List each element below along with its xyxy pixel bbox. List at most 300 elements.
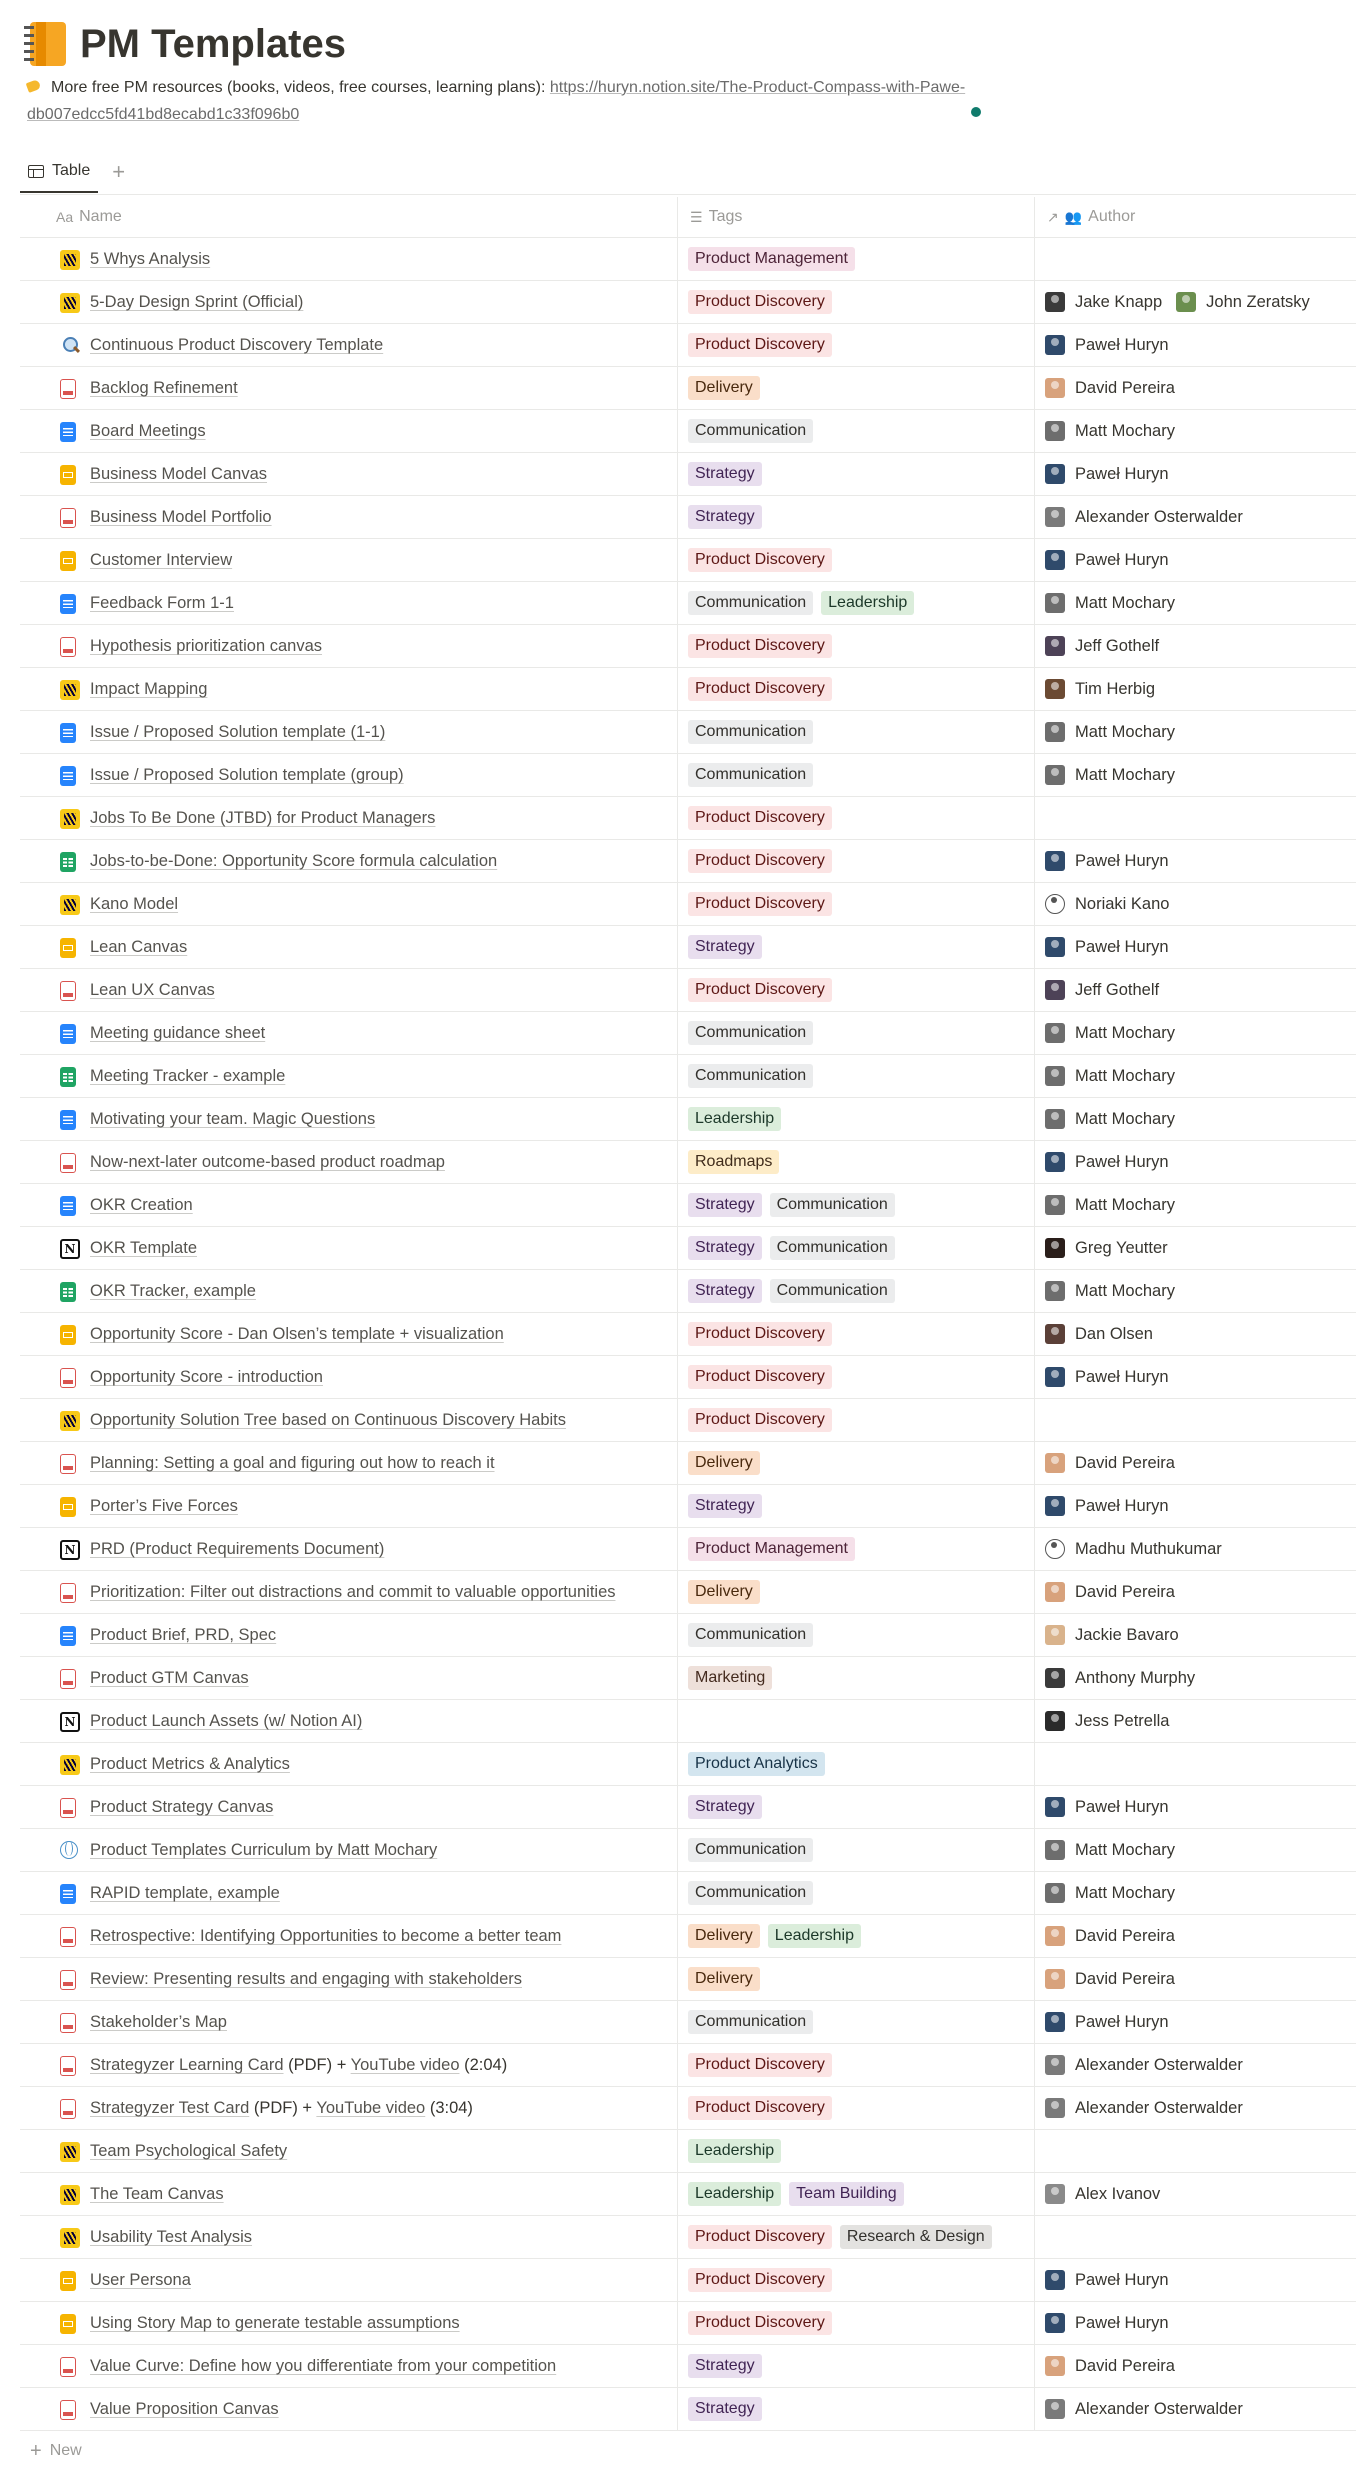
table-row[interactable] [20,1614,1356,1657]
row-title[interactable] [60,2013,227,2031]
author-person[interactable] [1045,1364,1169,1390]
row-title[interactable] [60,2185,224,2203]
tags-cell[interactable] [678,1098,1035,1140]
author-cell[interactable] [1035,1528,1356,1570]
tags-cell[interactable] [678,2044,1035,2086]
row-title[interactable] [60,1669,249,1687]
name-cell[interactable] [20,668,678,710]
name-cell[interactable] [20,1313,678,1355]
table-row[interactable] [20,969,1356,1012]
row-title-link[interactable]: Board Meetings [90,422,206,440]
author-person[interactable] [1045,1235,1168,1261]
table-row[interactable] [20,1184,1356,1227]
author-cell[interactable] [1035,281,1356,323]
tags-cell[interactable] [678,1184,1035,1226]
row-title-link[interactable]: OKR Tracker, example [90,1282,256,1300]
name-cell[interactable] [20,1184,678,1226]
name-cell[interactable] [20,238,678,280]
name-cell[interactable] [20,1571,678,1613]
table-row[interactable] [20,1700,1356,1743]
table-row[interactable] [20,1958,1356,2001]
row-title[interactable] [60,2400,279,2418]
row-title[interactable] [60,938,187,956]
table-row[interactable] [20,410,1356,453]
author-person[interactable] [1045,1020,1175,1046]
row-title-link[interactable]: Impact Mapping [90,680,208,698]
table-row[interactable] [20,2345,1356,2388]
table-row[interactable] [20,324,1356,367]
row-title[interactable] [60,1239,197,1257]
name-cell[interactable] [20,1055,678,1097]
tags-cell[interactable] [678,1356,1035,1398]
row-title[interactable] [60,1110,375,1128]
table-row[interactable] [20,926,1356,969]
name-cell[interactable] [20,367,678,409]
author-cell[interactable] [1035,1829,1356,1871]
table-row[interactable] [20,1829,1356,1872]
row-title[interactable] [60,1282,256,1300]
row-title-link[interactable]: OKR Template [90,1239,197,1257]
author-cell[interactable] [1035,754,1356,796]
name-cell[interactable] [20,1485,678,1527]
name-cell[interactable] [20,625,678,667]
column-header-tags[interactable] [678,197,1035,237]
name-cell[interactable] [20,496,678,538]
row-title[interactable] [60,508,272,526]
author-person[interactable] [1045,1708,1169,1734]
row-title-link[interactable]: Product Strategy Canvas [90,1798,274,1816]
row-title-link[interactable]: Planning: Setting a goal and figuring out how to reach it [90,1454,495,1472]
row-title[interactable] [60,637,322,655]
tags-cell[interactable] [678,2087,1035,2129]
row-title[interactable] [60,1153,445,1171]
row-title[interactable] [60,2228,252,2246]
table-row[interactable] [20,1270,1356,1313]
row-title-link[interactable]: Strategyzer Learning Card [90,2056,284,2074]
table-row[interactable] [20,1442,1356,1485]
row-title-link[interactable]: Product Launch Assets (w/ Notion AI) [90,1712,363,1730]
row-title-link[interactable]: Value Curve: Define how you differentiate from your competition [90,2357,557,2375]
name-cell[interactable] [20,1829,678,1871]
tags-cell[interactable] [678,969,1035,1011]
name-cell[interactable] [20,1356,678,1398]
table-row[interactable] [20,1915,1356,1958]
tags-cell[interactable] [678,582,1035,624]
author-cell[interactable] [1035,1614,1356,1656]
row-title[interactable] [60,2357,556,2375]
name-cell[interactable] [20,2259,678,2301]
row-title[interactable] [60,1368,323,1386]
author-person[interactable] [1045,2181,1160,2207]
author-person[interactable] [1045,1579,1175,1605]
author-cell[interactable] [1035,1313,1356,1355]
author-person[interactable] [1045,1966,1175,1992]
author-cell[interactable] [1035,2216,1356,2258]
author-person[interactable] [1045,1192,1175,1218]
row-title-link[interactable]: User Persona [90,2271,191,2289]
row-title-link[interactable]: Backlog Refinement [90,379,238,397]
author-cell[interactable] [1035,1485,1356,1527]
page-title[interactable]: PM Templates [80,21,346,66]
table-row[interactable] [20,1098,1356,1141]
name-cell[interactable] [20,1743,678,1785]
tags-cell[interactable] [678,1528,1035,1570]
row-title-link[interactable]: Jobs To Be Done (JTBD) for Product Managers [90,809,436,827]
row-title-link[interactable]: Kano Model [90,895,179,913]
author-cell[interactable] [1035,1270,1356,1312]
author-person[interactable] [1045,461,1169,487]
table-row[interactable] [20,1227,1356,1270]
tags-cell[interactable] [678,539,1035,581]
author-cell[interactable] [1035,883,1356,925]
row-title-link[interactable]: Review: Presenting results and engaging with stakeholders [90,1970,522,1988]
row-title[interactable] [60,293,303,311]
name-cell[interactable] [20,840,678,882]
author-cell[interactable] [1035,840,1356,882]
author-cell[interactable] [1035,2345,1356,2387]
tags-cell[interactable] [678,1012,1035,1054]
table-row[interactable] [20,496,1356,539]
tags-cell[interactable] [678,367,1035,409]
row-title-link[interactable]: Business Model Canvas [90,465,268,483]
author-cell[interactable] [1035,668,1356,710]
table-row[interactable] [20,1872,1356,1915]
author-cell[interactable] [1035,1227,1356,1269]
author-person[interactable] [1045,289,1162,315]
row-title-link[interactable]: Product Brief, PRD, Spec [90,1626,277,1644]
author-person[interactable] [1045,719,1175,745]
author-person[interactable] [1045,848,1169,874]
author-person[interactable] [1045,2009,1169,2035]
tags-cell[interactable] [678,1399,1035,1441]
table-row[interactable] [20,1313,1356,1356]
row-title[interactable] [60,250,210,268]
author-cell[interactable] [1035,1184,1356,1226]
author-person[interactable] [1045,633,1159,659]
author-person[interactable] [1045,676,1155,702]
tags-cell[interactable] [678,1571,1035,1613]
name-cell[interactable] [20,1442,678,1484]
tags-cell[interactable] [678,1442,1035,1484]
table-row[interactable] [20,1743,1356,1786]
name-cell[interactable] [20,410,678,452]
name-cell[interactable] [20,1700,678,1742]
tags-cell[interactable] [678,840,1035,882]
name-cell[interactable] [20,1141,678,1183]
author-person[interactable] [1045,547,1169,573]
author-cell[interactable] [1035,625,1356,667]
name-cell[interactable] [20,1915,678,1957]
table-row[interactable] [20,2259,1356,2302]
author-cell[interactable] [1035,2130,1356,2172]
author-person[interactable] [1045,977,1159,1003]
author-cell[interactable] [1035,926,1356,968]
name-cell[interactable] [20,324,678,366]
table-row[interactable] [20,281,1356,324]
author-person[interactable] [1045,2052,1243,2078]
author-person[interactable] [1045,1665,1195,1691]
row-title-link[interactable]: Usability Test Analysis [90,2228,253,2246]
name-cell[interactable] [20,1958,678,2000]
row-title[interactable] [60,1411,566,1429]
name-cell[interactable] [20,883,678,925]
row-title-link[interactable]: Jobs-to-be-Done: Opportunity Score formula calculation [90,852,498,870]
table-row[interactable] [20,2044,1356,2087]
row-title[interactable] [60,1540,384,1558]
tags-cell[interactable] [678,668,1035,710]
name-cell[interactable] [20,754,678,796]
author-person[interactable] [1045,1321,1153,1347]
row-title[interactable] [60,680,207,698]
name-cell[interactable] [20,1786,678,1828]
row-title[interactable] [60,422,206,440]
author-cell[interactable] [1035,1571,1356,1613]
author-cell[interactable] [1035,1012,1356,1054]
name-cell[interactable] [20,1098,678,1140]
description-link[interactable]: https://huryn.notion.site/The-Product-Compass-with-Pawe-db007edcc5fd41bd8ecabd1c33f096b0 [27,79,966,123]
name-cell[interactable] [20,539,678,581]
author-cell[interactable] [1035,238,1356,280]
author-cell[interactable] [1035,582,1356,624]
name-cell[interactable] [20,1528,678,1570]
row-title-link[interactable]: Strategyzer Test Card [90,2099,250,2117]
row-title[interactable] [60,1841,437,1859]
tags-cell[interactable] [678,1270,1035,1312]
author-person[interactable] [1045,1622,1179,1648]
row-title[interactable] [60,2271,191,2289]
author-cell[interactable] [1035,1958,1356,2000]
author-cell[interactable] [1035,1442,1356,1484]
tags-cell[interactable] [678,410,1035,452]
author-cell[interactable] [1035,1786,1356,1828]
tags-cell[interactable] [678,238,1035,280]
tab-table[interactable] [20,151,98,193]
tags-cell[interactable] [678,1915,1035,1957]
table-row[interactable] [20,2001,1356,2044]
new-row-button[interactable] [20,2431,1356,2471]
name-cell[interactable] [20,1270,678,1312]
row-title-link[interactable]: Using Story Map to generate testable assumptions [90,2314,460,2332]
tags-cell[interactable] [678,2345,1035,2387]
author-person[interactable] [1045,934,1169,960]
tags-cell[interactable] [678,2001,1035,2043]
tags-cell[interactable] [678,711,1035,753]
table-row[interactable] [20,2087,1356,2130]
table-row[interactable] [20,883,1356,926]
author-cell[interactable] [1035,969,1356,1011]
author-cell[interactable] [1035,1055,1356,1097]
author-cell[interactable] [1035,1356,1356,1398]
row-title-link[interactable]: Prioritization: Filter out distractions and commit to valuable opportunities [90,1583,616,1601]
name-cell[interactable] [20,281,678,323]
author-cell[interactable] [1035,797,1356,839]
row-title[interactable] [60,1884,280,1902]
name-cell[interactable] [20,711,678,753]
author-cell[interactable] [1035,410,1356,452]
author-person[interactable] [1045,1923,1175,1949]
tags-cell[interactable] [678,1786,1035,1828]
table-row[interactable] [20,840,1356,883]
tags-cell[interactable] [678,754,1035,796]
row-title-link[interactable]: Product Templates Curriculum by Matt Mochary [90,1841,438,1859]
row-title-link[interactable]: Lean UX Canvas [90,981,215,999]
row-title[interactable] [60,2099,473,2117]
tags-cell[interactable] [678,1485,1035,1527]
author-person[interactable] [1045,2095,1243,2121]
tags-cell[interactable] [678,281,1035,323]
author-person[interactable] [1045,1837,1175,1863]
row-title[interactable] [60,594,234,612]
table-row[interactable] [20,1485,1356,1528]
row-title-link[interactable]: Continuous Product Discovery Template [90,336,384,354]
row-title[interactable] [60,1927,561,1945]
name-cell[interactable] [20,1227,678,1269]
author-cell[interactable] [1035,496,1356,538]
column-header-name[interactable] [20,197,678,237]
table-row[interactable] [20,711,1356,754]
name-cell[interactable] [20,2087,678,2129]
row-title-link[interactable]: Motivating your team. Magic Questions [90,1110,376,1128]
author-cell[interactable] [1035,2302,1356,2344]
author-cell[interactable] [1035,539,1356,581]
author-person[interactable] [1045,1794,1169,1820]
tags-cell[interactable] [678,2130,1035,2172]
row-title[interactable] [60,1583,616,1601]
author-cell[interactable] [1035,2173,1356,2215]
table-row[interactable] [20,625,1356,668]
author-person[interactable] [1045,1063,1175,1089]
row-title-link[interactable]: Value Proposition Canvas [90,2400,279,2418]
table-row[interactable] [20,2130,1356,2173]
name-cell[interactable] [20,926,678,968]
author-person[interactable] [1045,1880,1175,1906]
tags-cell[interactable] [678,926,1035,968]
row-title-link[interactable]: YouTube video [350,2056,460,2074]
name-cell[interactable] [20,969,678,1011]
row-title[interactable] [60,809,435,827]
tags-cell[interactable] [678,1657,1035,1699]
author-cell[interactable] [1035,711,1356,753]
tags-cell[interactable] [678,1313,1035,1355]
table-row[interactable] [20,238,1356,281]
add-view-button[interactable]: + [112,159,126,184]
row-title-link[interactable]: PRD (Product Requirements Document) [90,1540,385,1558]
name-cell[interactable] [20,1614,678,1656]
author-person[interactable] [1176,289,1310,315]
row-title-link[interactable]: Retrospective: Identifying Opportunities to become a better team [90,1927,562,1945]
row-title[interactable] [60,2056,507,2074]
table-row[interactable] [20,668,1356,711]
tags-cell[interactable] [678,1055,1035,1097]
table-row[interactable] [20,754,1356,797]
author-cell[interactable] [1035,1141,1356,1183]
row-title[interactable] [60,723,385,741]
row-title-link[interactable]: Customer Interview [90,551,233,569]
table-row[interactable] [20,2302,1356,2345]
author-person[interactable] [1045,1149,1169,1175]
name-cell[interactable] [20,1872,678,1914]
tags-cell[interactable] [678,1872,1035,1914]
table-row[interactable] [20,1657,1356,1700]
row-title[interactable] [60,551,232,569]
author-person[interactable] [1045,2353,1175,2379]
author-person[interactable] [1045,1536,1222,1562]
tags-cell[interactable] [678,1958,1035,2000]
row-title-link[interactable]: Issue / Proposed Solution template (group) [90,766,404,784]
tags-cell[interactable] [678,883,1035,925]
table-row[interactable] [20,1399,1356,1442]
table-row[interactable] [20,2388,1356,2431]
table-row[interactable] [20,367,1356,410]
name-cell[interactable] [20,453,678,495]
tags-cell[interactable] [678,1227,1035,1269]
table-row[interactable] [20,2216,1356,2259]
row-title[interactable] [60,1454,495,1472]
name-cell[interactable] [20,582,678,624]
tags-cell[interactable] [678,2302,1035,2344]
author-person[interactable] [1045,332,1169,358]
name-cell[interactable] [20,2216,678,2258]
row-title[interactable] [60,1970,522,1988]
column-header-author[interactable] [1035,197,1356,237]
row-title-link[interactable]: Feedback Form 1-1 [90,594,234,612]
author-person[interactable] [1045,590,1175,616]
author-person[interactable] [1045,762,1175,788]
row-title-link[interactable]: Now-next-later outcome-based product roadmap [90,1153,445,1171]
row-title-link[interactable]: Porter’s Five Forces [90,1497,238,1515]
table-row[interactable] [20,1055,1356,1098]
name-cell[interactable] [20,2302,678,2344]
name-cell[interactable] [20,2001,678,2043]
table-row[interactable] [20,1012,1356,1055]
row-title-link[interactable]: Product Metrics & Analytics [90,1755,290,1773]
row-title[interactable] [60,766,404,784]
tags-cell[interactable] [678,324,1035,366]
row-title-link[interactable]: RAPID template, example [90,1884,280,1902]
row-title-link[interactable]: Meeting Tracker - example [90,1067,286,1085]
tags-cell[interactable] [678,2388,1035,2430]
row-title[interactable] [60,1626,276,1644]
author-cell[interactable] [1035,1700,1356,1742]
tags-cell[interactable] [678,2216,1035,2258]
table-row[interactable] [20,1141,1356,1184]
tags-cell[interactable] [678,1829,1035,1871]
row-title[interactable] [60,1497,238,1515]
row-title[interactable] [60,336,383,354]
name-cell[interactable] [20,1657,678,1699]
row-title[interactable] [60,981,215,999]
author-cell[interactable] [1035,1657,1356,1699]
tags-cell[interactable] [678,1743,1035,1785]
row-title-link[interactable]: Stakeholder’s Map [90,2013,227,2031]
row-title[interactable] [60,1325,504,1343]
name-cell[interactable] [20,797,678,839]
tags-cell[interactable] [678,2259,1035,2301]
author-cell[interactable] [1035,1399,1356,1441]
row-title[interactable] [60,2314,460,2332]
row-title-link[interactable]: Hypothesis prioritization canvas [90,637,323,655]
row-title[interactable] [60,1067,285,1085]
row-title-link[interactable]: OKR Creation [90,1196,193,1214]
author-cell[interactable] [1035,1872,1356,1914]
author-person[interactable] [1045,891,1169,917]
row-title[interactable] [60,379,238,397]
row-title-link[interactable]: YouTube video [316,2099,426,2117]
name-cell[interactable] [20,2044,678,2086]
author-cell[interactable] [1035,2259,1356,2301]
author-cell[interactable] [1035,1098,1356,1140]
row-title[interactable] [60,1712,362,1730]
